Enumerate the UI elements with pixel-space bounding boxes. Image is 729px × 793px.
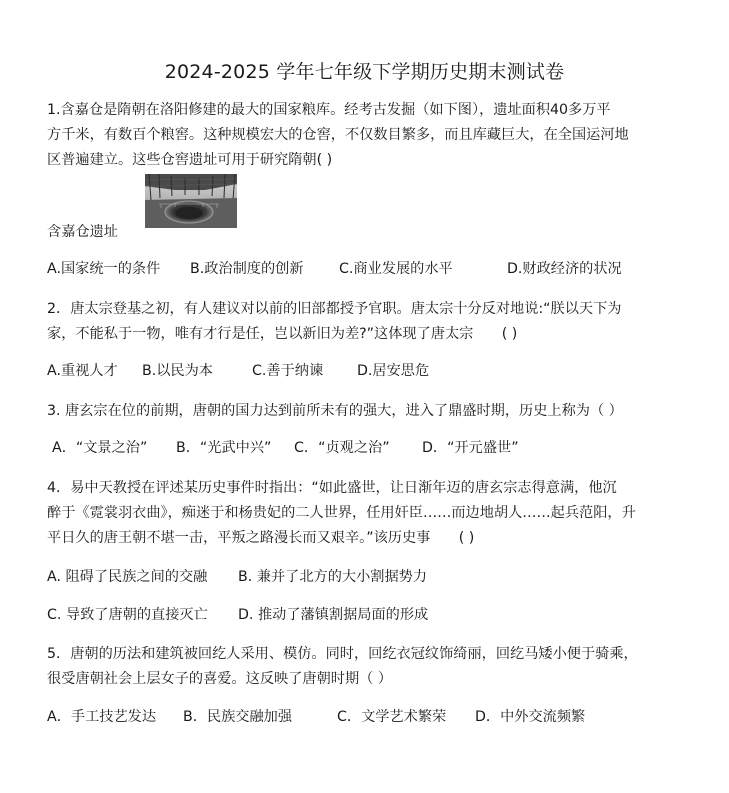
option-d[interactable]: D.财政经济的状况 [507, 261, 622, 277]
question-1-line: 方千米，有数百个粮窖。这种规模宏大的仓窖，不仅数目繁多，而且库藏巨大，在全国运河地 [47, 127, 629, 143]
option-c[interactable]: C．“贞观之治” [294, 440, 390, 456]
option-b[interactable]: B. 兼并了北方的大小割据势力 [238, 569, 428, 585]
option-b[interactable]: B．民族交融加强 [183, 709, 293, 725]
question-4-stem [47, 476, 667, 551]
question-5-line: 5．唐朝的历法和建筑被回纥人采用、模仿。同时，回纥衣冠纹饰绮丽，回纥马矮小便于骑乘， [47, 646, 638, 662]
option-a[interactable]: A．手工技艺发达 [47, 709, 157, 725]
question-4-line: 4．易中天教授在评述某历史事件时指出：“如此盛世，让日渐年迈的唐玄宗志得意满，他沉 [47, 480, 617, 496]
question-4-line: 醉于《霓裳羽衣曲》，痴迷于和杨贵妃的二人世界，任用奸臣……而边地胡人……起兵范阳，升 [47, 505, 636, 521]
image-caption: 含嘉仓遗址 [47, 224, 118, 240]
question-1-line: 1.含嘉仓是隋朝在洛阳修建的最大的国家粮库。经考古发掘（如下图），遗址面积40多万平 [47, 102, 611, 118]
option-c[interactable]: C．文学艺术繁荣 [337, 709, 447, 725]
option-d[interactable]: D.居安思危 [357, 363, 430, 379]
option-c[interactable]: C.善于纳谏 [252, 363, 324, 379]
question-4-line: 平日久的唐王朝不堪一击，平叛之路漫长而又艰辛。”该历史事 ( ) [47, 530, 475, 546]
question-2-line: 家，不能私于一物，唯有才行是任，岂以新旧为差?”这体现了唐太宗 ( ) [47, 326, 518, 342]
question-2-stem [47, 297, 667, 347]
question-5-stem [47, 642, 667, 692]
question-1-stem [47, 98, 667, 173]
question-1-line: 区普遍建立。这些仓窖遗址可用于研究隋朝( ) [47, 152, 333, 168]
option-a[interactable]: A. 阻碍了民族之间的交融 [47, 569, 208, 585]
question-2-line: 2．唐太宗登基之初，有人建议对以前的旧部都授予官职。唐太宗十分反对地说:“朕以天下为 [47, 301, 622, 317]
option-b[interactable]: B.以民为本 [142, 363, 213, 379]
option-b[interactable]: B．“光武中兴” [176, 440, 272, 456]
question-5-line: 很受唐朝社会上层女子的喜爱。这反映了唐朝时期（ ） [47, 671, 393, 687]
option-a[interactable]: A．“文景之治” [52, 440, 148, 456]
option-d[interactable]: D. 推动了藩镇割据局面的形成 [238, 607, 429, 623]
option-d[interactable]: D．中外交流频繁 [475, 709, 586, 725]
option-a[interactable]: A.重视人才 [47, 363, 118, 379]
option-c[interactable]: C. 导致了唐朝的直接灭亡 [47, 607, 208, 623]
hanjia-granary-photo [145, 174, 237, 228]
question-3-line: 3. 唐玄宗在位的前期，唐朝的国力达到前所未有的强大，进入了鼎盛时期，历史上称为（ ） [47, 403, 623, 419]
question-3-stem [47, 399, 667, 424]
page-title: 2024-2025 学年七年级下学期历史期末测试卷 [164, 61, 565, 83]
option-b[interactable]: B.政治制度的创新 [190, 261, 304, 277]
option-a[interactable]: A.国家统一的条件 [47, 261, 161, 277]
option-c[interactable]: C.商业发展的水平 [339, 261, 453, 277]
option-d[interactable]: D．“开元盛世” [422, 440, 519, 456]
